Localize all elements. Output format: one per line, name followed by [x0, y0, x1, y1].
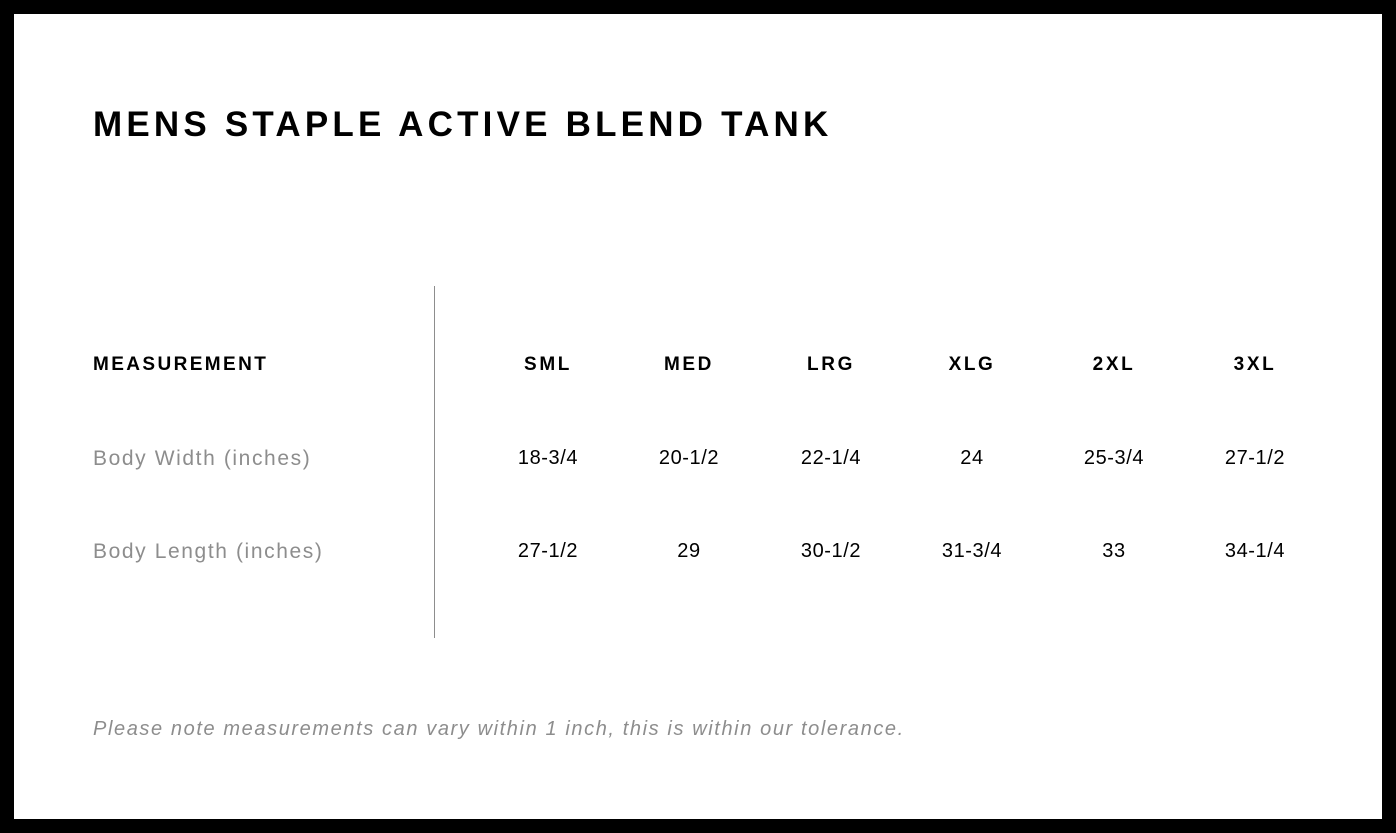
column-header-3xl: 3XL [1233, 354, 1277, 375]
column-header-sml: SML [524, 354, 572, 375]
page-title: MENS STAPLE ACTIVE BLEND TANK [93, 105, 833, 144]
cell-body-length-3xl: 34-1/4 [1224, 540, 1286, 562]
cell-body-length-2xl: 33 [1102, 540, 1126, 562]
cell-body-length-med: 29 [677, 540, 701, 562]
size-chart-page [14, 14, 1382, 819]
column-header-2xl: 2XL [1092, 354, 1136, 375]
column-header-med: MED [663, 354, 715, 375]
cell-body-length-xlg: 31-3/4 [941, 540, 1003, 562]
cell-body-width-2xl: 25-3/4 [1083, 447, 1145, 469]
column-header-xlg: XLG [948, 354, 996, 375]
cell-body-width-sml: 18-3/4 [517, 447, 579, 469]
cell-body-width-xlg: 24 [960, 447, 984, 469]
tolerance-note: Please note measurements can vary within 1 inch, this is within our tolerance. [93, 718, 905, 740]
cell-body-width-med: 20-1/2 [658, 447, 720, 469]
column-header-measurement: MEASUREMENT [93, 354, 269, 375]
cell-body-length-sml: 27-1/2 [517, 540, 579, 562]
cell-body-width-3xl: 27-1/2 [1224, 447, 1286, 469]
row-label-body-width: Body Width (inches) [93, 447, 312, 470]
cell-body-length-lrg: 30-1/2 [800, 540, 862, 562]
row-label-body-length: Body Length (inches) [93, 540, 324, 563]
size-chart-table [14, 14, 1382, 819]
cell-body-width-lrg: 22-1/4 [800, 447, 862, 469]
column-header-lrg: LRG [807, 354, 855, 375]
